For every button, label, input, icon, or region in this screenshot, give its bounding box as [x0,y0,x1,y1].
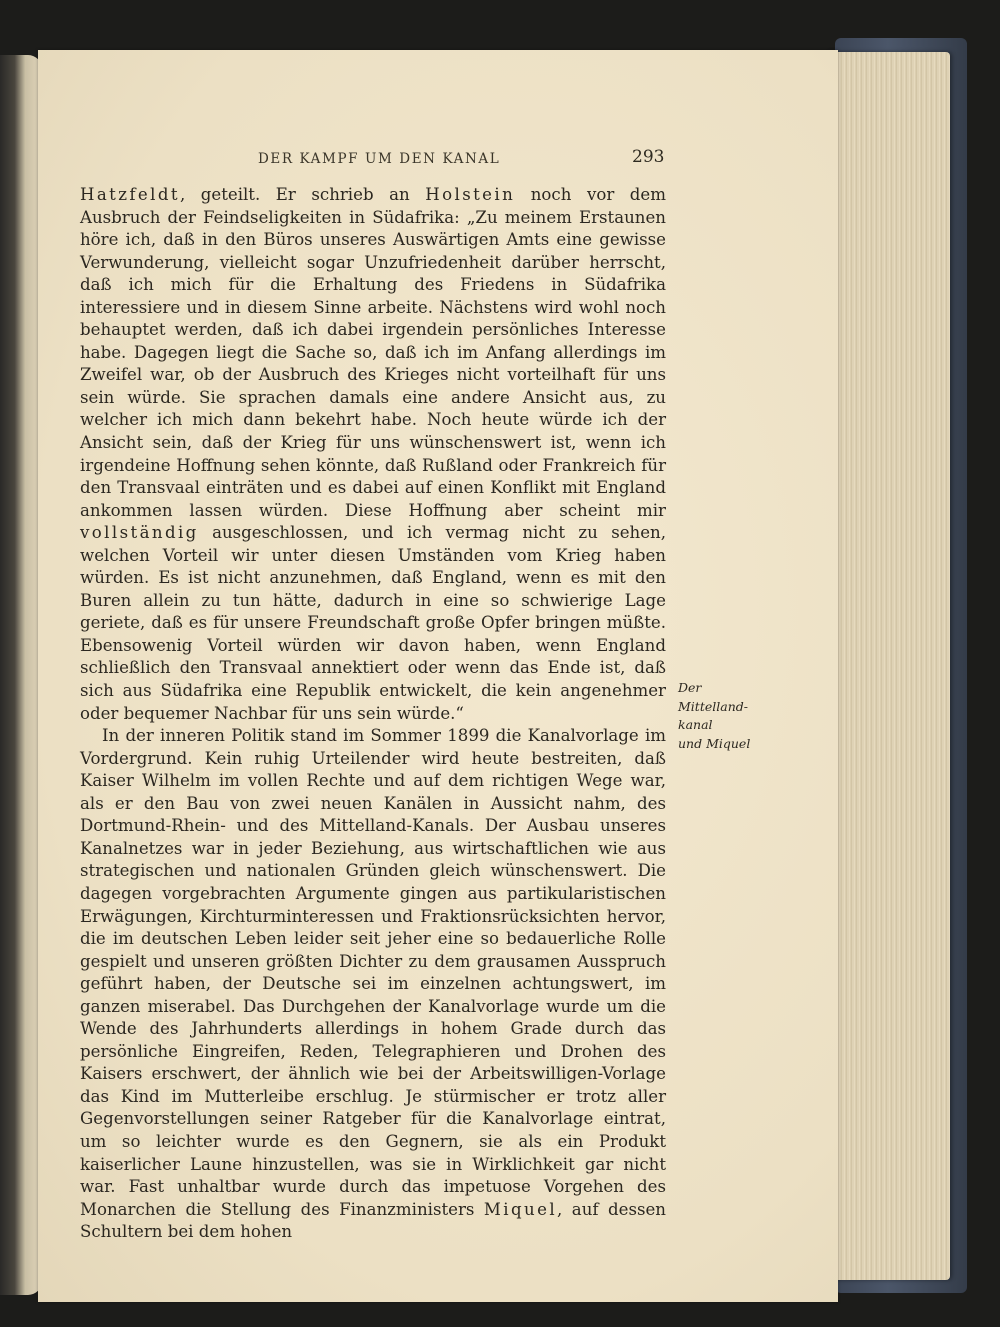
text-run: , geteilt. Er schrieb an [179,185,426,204]
spaced-word-vollstaendig: vollständig [80,523,199,543]
marginal-line: Mittelland- [678,698,748,714]
marginal-note [678,679,768,753]
marginal-line: und Miquel [678,735,751,751]
text-run: noch vor dem Ausbruch der Feindseligkeiten in Südafrika: „Zu meinem Erstaunen höre ich, daß in den Büros unseres Auswärtigen Amts eine gewisse Verwunderung, vielleicht sogar Unzufriedenheit darüber herrscht, daß ich mich für die Erhaltung des Friedens in Südafrika interessiere und in diesem Sinne arbeite. Nächstens wird wohl noch behauptet werden, daß ich dabei irgendein persönliches Interesse habe. Dagegen liegt die Sache so, daß ich im Anfang allerdings im Zweifel war, ob der Ausbruch des Krieges nicht vorteilhaft für uns sein würde. Sie sprachen damals eine andere Ansicht aus, zu welcher ich mich dann bekehrt habe. Noch heute würde ich der Ansicht sein, daß der Krieg für uns wünschenswert ist, wenn ich irgendeine Hoffnung sehen könnte, daß Rußland oder Frankreich für den Transvaal einträten und es dabei auf einen Konflikt mit England ankommen lassen würden. Diese Hoffnung aber scheint mir [80,185,666,520]
page-number: 293 [632,147,665,167]
page-stack-edges [828,52,950,1280]
body-text [80,184,666,1244]
paragraph-1 [80,184,666,725]
spaced-name-holstein: Holstein [425,185,516,204]
marginal-line: Der [678,680,702,695]
spaced-name-miquel: Miquel [483,1199,558,1219]
book-binding [0,55,42,1295]
text-run: ausgeschlossen, und ich vermag nicht zu sehen, welchen Vorteil wir unter diesen Umständen vom Krieg haben würden. Es ist nicht anzunehmen, daß England, wenn es mit den Buren allein zu tun hätte, dadurch in eine so schwierige Lage geriete, daß es für unsere Freundschaft große Opfer bringen müßte. Ebensowenig Vorteil würden wir davon haben, wenn England schließlich den Transvaal annektiert oder wenn das Ende ist, daß sich aus Südafrika eine Republik entwickelt, die kein angenehmer oder bequemer Nachbar für uns sein würde.“ [80,523,666,723]
paragraph-2 [80,725,666,1244]
marginal-line: kanal [678,717,713,732]
text-run: , auf dessen Schultern bei dem hohen [80,1199,666,1242]
text-run: In der inneren Politik stand im Sommer 1899 die Kanalvorlage im Vordergrund. Kein ruhig Urteilender wird heute bestreiten, daß Kaiser Wilhelm im vollen Rechte und auf dem richtigen Wege war, als er den Bau von zwei neuen Kanälen in Aussicht nahm, des Dortmund-Rhein- und des Mittelland-Kanals. Der Ausbau unseres Kanalnetzes war in jeder Beziehung, aus wirtschaftlichen wie aus strategischen und nationalen Gründen gleich wünschenswert. Die dagegen vorgebrachten Argumente gingen aus partikularistischen Erwägungen, Kirchturminteressen und Fraktionsrücksichten hervor, die im deutschen Leben leider seit jeher eine so bedauerliche Rolle gespielt und unseren größten Dichter zu dem grausamen Ausspruch geführt haben, der Deutsche sei im einzelnen achtungswert, im ganzen miserabel. Das Durchgehen der Kanalvorlage wurde um die Wende des Jahrhunderts allerdings in hohem Grade durch das persönliche Eingreifen, Reden, Telegraphieren und Drohen des Kaisers erschwert, der ähnlich wie bei der Arbeitswilligen-Vorlage das Kind im Mutterleibe erschlug. Je stürmischer er trotz aller Gegenvorstellungen seiner Ratgeber für die Kanalvorlage eintrat, um so leichter wurde es den Gegnern, sie als ein Produkt kaiserlicher Laune hinzustellen, was sie in Wirklichkeit gar nicht war. Fast unhaltbar wurde durch das impetuose Vorgehen des Monarchen die Stellung des Finanzministers [80,726,666,1219]
running-head: DER KAMPF UM DEN KANAL [258,151,501,167]
spaced-name-hatzfeldt: Hatzfeldt [80,185,180,204]
